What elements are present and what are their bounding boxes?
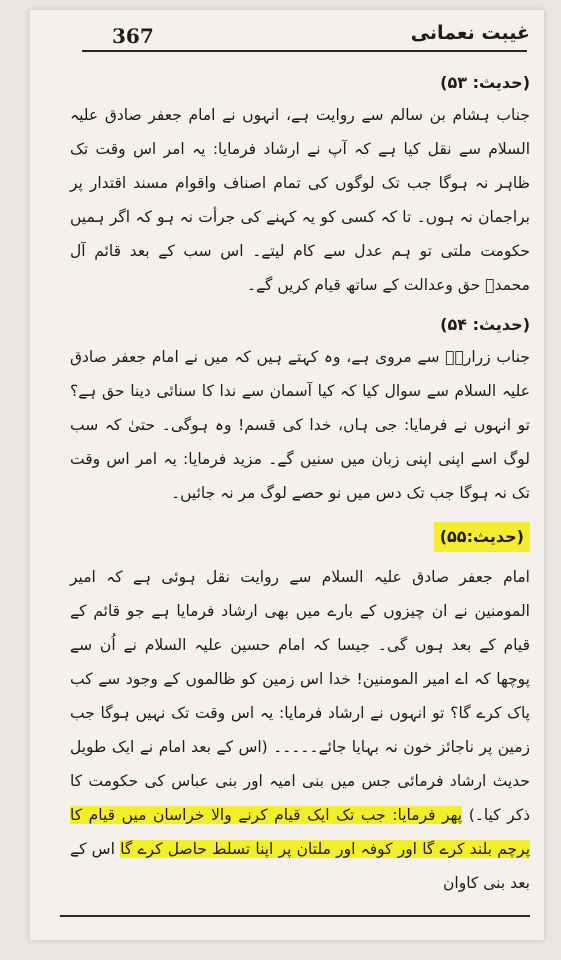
footer-divider: [60, 915, 530, 917]
hadith-text-body: امام جعفر صادق علیہ السلام سے روایت نقل ہوئی ہے کہ امیر المومنین نے ان چیزوں کے بارے میں بھی ارشاد فرمایا ہے جو قائم کے قیام کے بعد ہوں گی۔ جیسا کہ امام حسین علیہ السلام نے اُن سے پوچھا کہ اے امیر المومنین! خدا اس زمین کو ظالموں کے وجود سے کب پاک کرے گا؟ تو انہوں نے ارشاد فرمایا: یہ اس وقت تک نہیں ہوگا جب زمین پر ناجائز خون نہ بہایا جائے۔۔۔۔۔ (اس کے بعد امام نے ایک طویل حدیث ارشاد فرمائی جس میں بنی امیہ اور بنی عباس کی حکومت کا ذکر کیا۔): [70, 568, 531, 824]
hadith-label: (حدیث: ۵۳): [440, 73, 530, 92]
hadith-54: [70, 310, 530, 510]
hadith-label: (حدیث: ۵۴): [440, 315, 530, 334]
hadith-text: [70, 560, 530, 900]
page-number: 367: [112, 24, 154, 48]
page-content: [70, 68, 530, 908]
hadith-label-highlighted: (حدیث:۵۵): [434, 522, 530, 552]
book-page: [30, 10, 544, 940]
book-title: غیبت نعمانی: [410, 22, 530, 44]
page-header: [60, 20, 530, 50]
hadith-text-tail: اس کے بعد بنی کاوان: [70, 840, 530, 892]
highlighted-text: پھر فرمایا: جب تک ایک قیام کرنے والا خراسان میں قیام کا پرچم بلند کرے گا اور کوفہ اور ملتان پر اپنا تسلط حاصل کرے گا: [70, 806, 531, 858]
hadith-text: جناب زرارہؒ سے مروی ہے، وہ کہتے ہیں کہ میں نے امام جعفر صادق علیہ السلام سے سوال کیا کہ کیا آسمان سے ندا کا سنائی دینا حق ہے؟ تو انہوں نے فرمایا: جی ہاں، خدا کی قسم! وہ ہوگی۔ حتیٰ کہ سب لوگ اسے اپنی اپنی زبان میں سنیں گے۔ مزید فرمایا: یہ امر اس وقت تک نہ ہوگا جب تک دس میں نو حصے لوگ مر نہ جائیں۔: [70, 348, 530, 502]
hadith-55: [70, 518, 530, 900]
header-divider: [82, 50, 527, 52]
hadith-text: جناب ہشام بن سالم سے روایت ہے، انہوں نے امام جعفر صادق علیہ السلام سے نقل کیا ہے کہ آپ نے ارشاد فرمایا: یہ امر اس وقت تک ظاہر نہ ہوگا جب تک لوگوں کی تمام اصناف واقوام مسند اقتدار پر براجمان نہ ہوں۔ تا کہ کسی کو یہ کہنے کی جرأت نہ ہو کہ اگر ہمیں حکومت ملتی تو ہم عدل سے کام لیتے۔ اس سب کے بعد قائم آل محمدؑ حق وعدالت کے ساتھ قیام کریں گے۔: [70, 106, 530, 294]
hadith-53: [70, 68, 530, 302]
